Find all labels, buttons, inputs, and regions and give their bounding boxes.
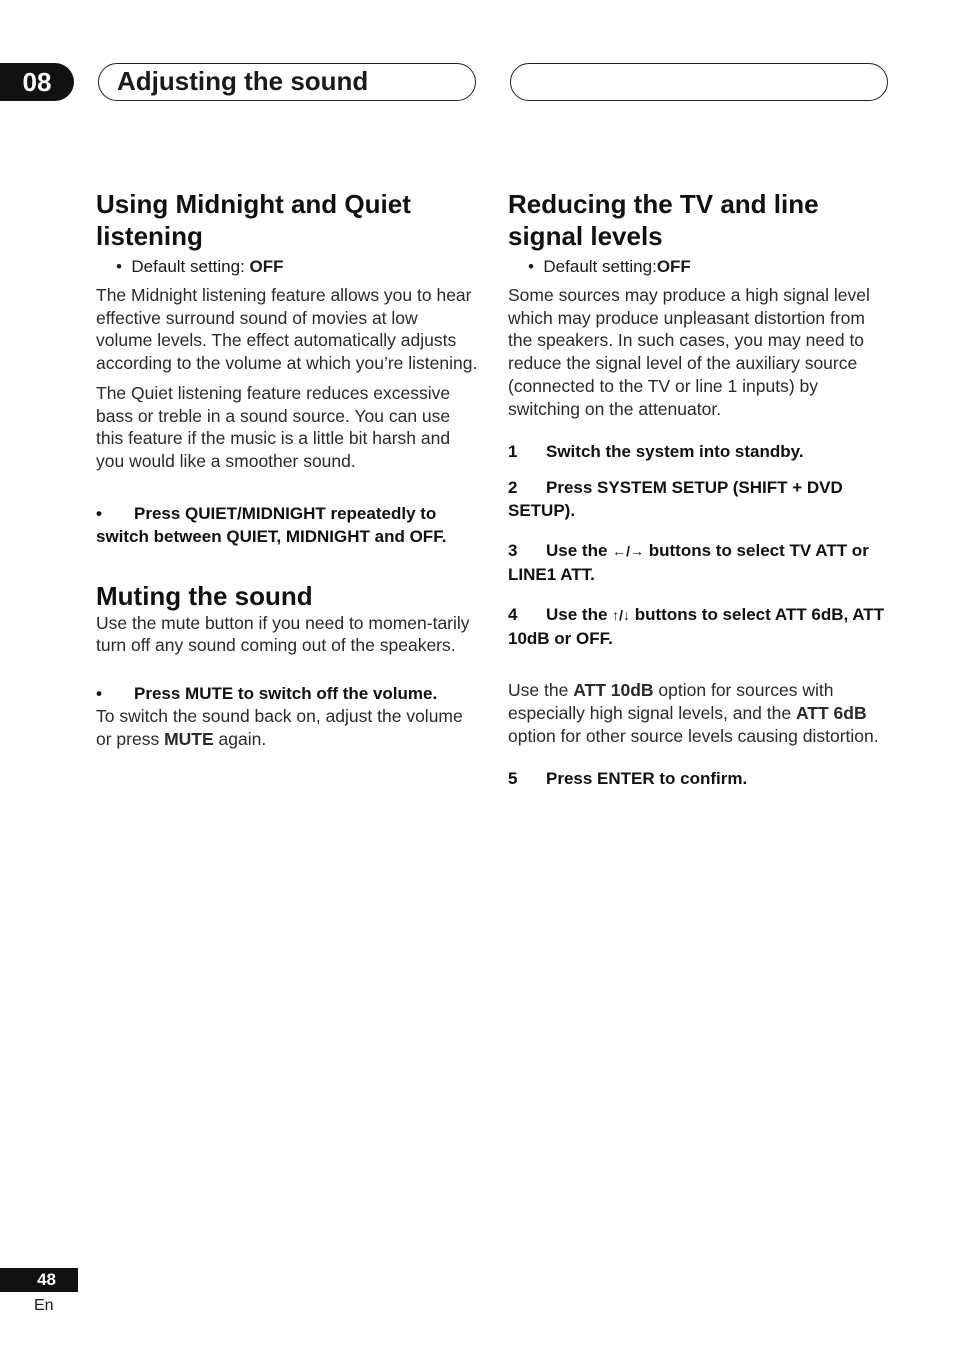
midnight-heading-line1: Using Midnight and Quiet [96,189,411,219]
muting-section [96,580,478,751]
muting-followup-suffix: again. [213,728,267,749]
att-note-b: ATT 10dB [573,680,654,701]
step-text-post: buttons to select ATT 6dB, ATT 10dB or OFF. [508,605,885,649]
midnight-instruction-text: Press QUIET/MIDNIGHT repeatedly to switch between QUIET, MIDNIGHT and OFF. [96,503,447,546]
midnight-instruction [96,502,478,548]
step-text: Press SYSTEM SETUP (SHIFT + DVD SETUP). [508,478,843,521]
step-3 [508,539,890,586]
default-label: Default setting: [543,257,657,276]
reducing-heading-line2: signal levels [508,221,663,251]
reducing-heading [508,188,890,252]
left-column [96,188,478,757]
step-number: 3 [508,541,518,561]
bullet-icon: • [96,684,102,704]
midnight-section [96,188,478,548]
att-note-c: option for sources with especially high signal levels, and the [508,680,834,723]
step-number: 1 [508,442,518,462]
bullet-icon: • [96,503,102,523]
reducing-default-setting [528,256,890,278]
bullet-icon: • [116,257,122,276]
muting-followup-prefix: To switch the sound back on, adjust the volume or press [96,706,463,749]
chapter-title: Adjusting the sound [98,63,476,101]
default-value: OFF [656,257,691,276]
muting-instruction-text: Press MUTE to switch off the volume. [134,684,438,704]
step-number: 4 [508,605,518,625]
default-label: Default setting: [131,257,250,276]
step-1 [508,440,890,463]
att-note [508,679,890,747]
midnight-paragraph: The Midnight listening feature allows you to hear effective surround sound of movies at low volume levels. The effect automatically adjusts according to the volume at which you’re listening. [96,285,478,374]
chapter-number-badge: 08 [0,63,74,101]
step-5 [508,767,890,790]
step-text-pre: Use the [546,541,613,561]
header-empty-box [510,63,888,101]
muting-instruction [96,682,478,705]
step-number: 2 [508,478,518,498]
muting-followup-bold: MUTE [164,728,214,749]
reducing-paragraph: Some sources may produce a high signal level which may produce unpleasant distortion from the speakers. In such cases, you may need to reduce the signal level of the auxiliary source (connected to the TV or line 1 inputs) by switching on the attenuator. [508,285,870,419]
step-text-post: buttons to select TV ATT or LINE1 ATT. [508,541,869,585]
step-4 [508,603,890,650]
up-down-arrows-icon: ↑/↓ [612,607,631,624]
step-text: Press ENTER to confirm. [546,769,748,789]
step-2 [508,476,890,522]
midnight-heading [96,188,478,252]
muting-followup [96,705,478,750]
page-number: 48 [0,1268,78,1292]
muting-paragraph: Use the mute button if you need to momen-tarily turn off any sound coming out of the speakers. [96,612,470,656]
att-note-d: ATT 6dB [795,702,867,723]
midnight-heading-line2: listening [96,221,203,251]
midnight-default-setting [116,256,478,278]
page-language: En [34,1297,54,1314]
step-number: 5 [508,769,518,789]
reducing-section [508,188,890,790]
right-column [508,188,890,790]
left-right-arrows-icon: ←/→ [612,543,645,560]
default-value: OFF [249,257,284,276]
quiet-paragraph: The Quiet listening feature reduces excessive bass or treble in a sound source. You can use this feature if the music is a little bit harsh and you would like a smoother sound. [96,382,451,471]
reducing-heading-line1: Reducing the TV and line [508,189,819,219]
muting-heading: Muting the sound [96,580,313,611]
bullet-icon: • [528,257,534,276]
step-text: Switch the system into standby. [546,442,804,462]
att-note-a: Use the [508,680,574,701]
att-note-e: option for other source levels causing distortion. [508,725,879,746]
step-text-pre: Use the [546,605,613,625]
